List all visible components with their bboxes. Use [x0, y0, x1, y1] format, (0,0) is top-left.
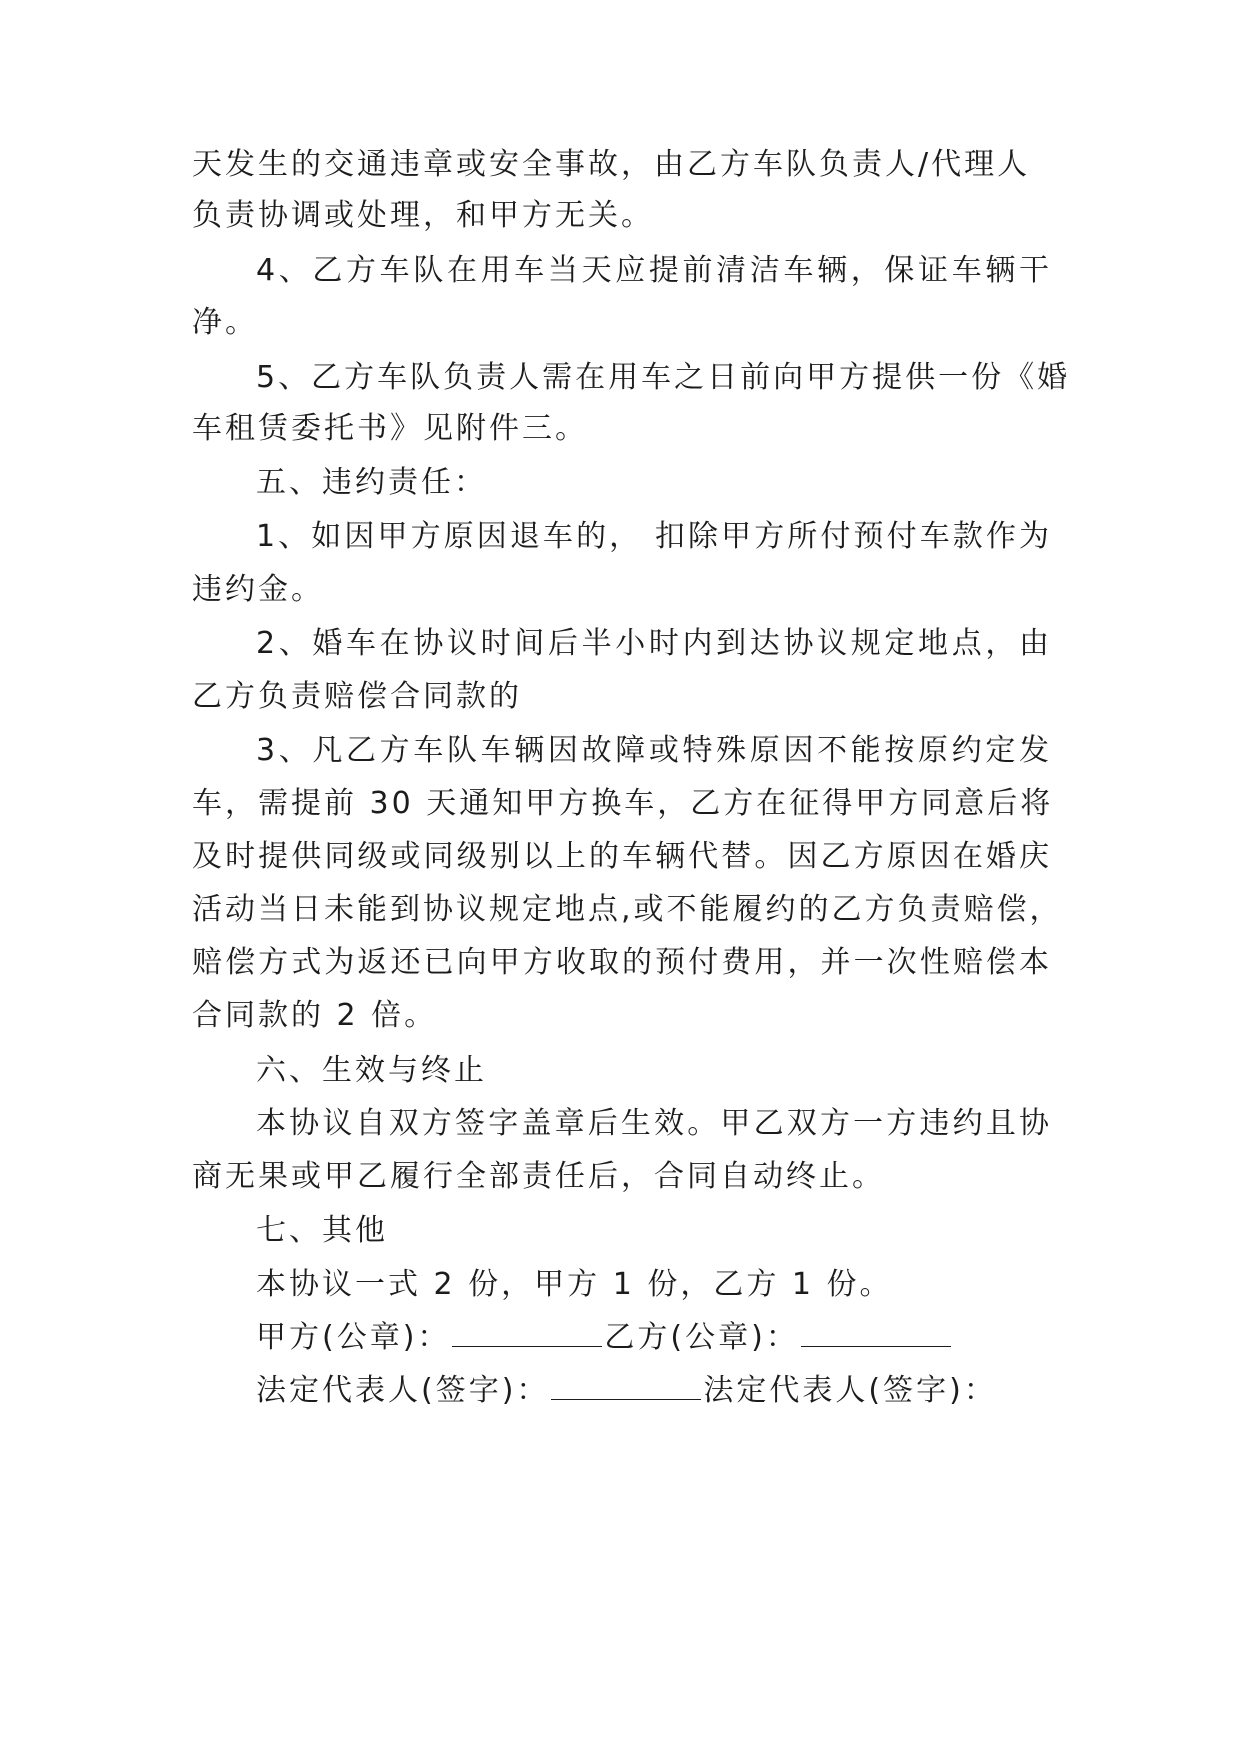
paragraph-line: 3、凡乙方车队车辆因故障或特殊原因不能按原约定发 — [256, 733, 1052, 768]
paragraph-line: 乙方负责赔偿合同款的 — [192, 679, 522, 714]
paragraph-line: 本协议自双方签字盖章后生效。甲乙双方一方违约且协 — [256, 1106, 1052, 1141]
section-heading: 五、违约责任： — [256, 465, 487, 500]
signature-rep-line — [256, 1368, 1052, 1414]
paragraph-line: 本协议一式 2 份，甲方 1 份，乙方 1 份。 — [256, 1267, 893, 1302]
paragraph-line: 4、乙方车队在用车当天应提前清洁车辆，保证车辆干 — [256, 253, 1052, 288]
party-b-seal-blank[interactable] — [801, 1316, 951, 1347]
paragraph-line: 违约金。 — [192, 572, 324, 607]
section-heading: 七、其他 — [256, 1213, 388, 1248]
party-a-seal-label: 甲方(公章)： — [256, 1320, 451, 1355]
paragraph-line: 活动当日未能到协议规定地点,或不能履约的乙方负责赔偿， — [192, 892, 1063, 927]
paragraph-line: 及时提供同级或同级别以上的车辆代替。因乙方原因在婚庆 — [192, 839, 1052, 874]
paragraph-line: 赔偿方式为返还已向甲方收取的预付费用，并一次性赔偿本 — [192, 945, 1052, 980]
paragraph-line: 天发生的交通违章或安全事故，由乙方车队负责人/代理人 — [192, 147, 1031, 182]
party-a-rep-label: 法定代表人(签字)： — [256, 1373, 550, 1408]
section-heading: 六、生效与终止 — [256, 1053, 487, 1088]
paragraph-line: 1、如因甲方原因退车的， 扣除甲方所付预付车款作为 — [256, 519, 1052, 554]
paragraph-line: 车租赁委托书》见附件三。 — [192, 411, 588, 446]
party-a-seal-blank[interactable] — [452, 1316, 602, 1347]
paragraph-line: 5、乙方车队负责人需在用车之日前向甲方提供一份《婚 — [256, 360, 1071, 395]
paragraph-line: 2、婚车在协议时间后半小时内到达协议规定地点，由 — [256, 626, 1052, 661]
paragraph-line: 净。 — [192, 305, 258, 340]
party-b-rep-label: 法定代表人(签字)： — [703, 1373, 997, 1408]
paragraph-line: 商无果或甲乙履行全部责任后，合同自动终止。 — [192, 1159, 885, 1194]
signature-seal-line — [256, 1315, 1052, 1361]
paragraph-line: 车，需提前 30 天通知甲方换车，乙方在征得甲方同意后将 — [192, 786, 1054, 821]
party-b-seal-label: 乙方(公章)： — [604, 1320, 799, 1355]
paragraph-line: 合同款的 2 倍。 — [192, 998, 438, 1033]
party-a-rep-blank[interactable] — [551, 1369, 701, 1400]
paragraph-line: 负责协调或处理，和甲方无关。 — [192, 198, 654, 233]
